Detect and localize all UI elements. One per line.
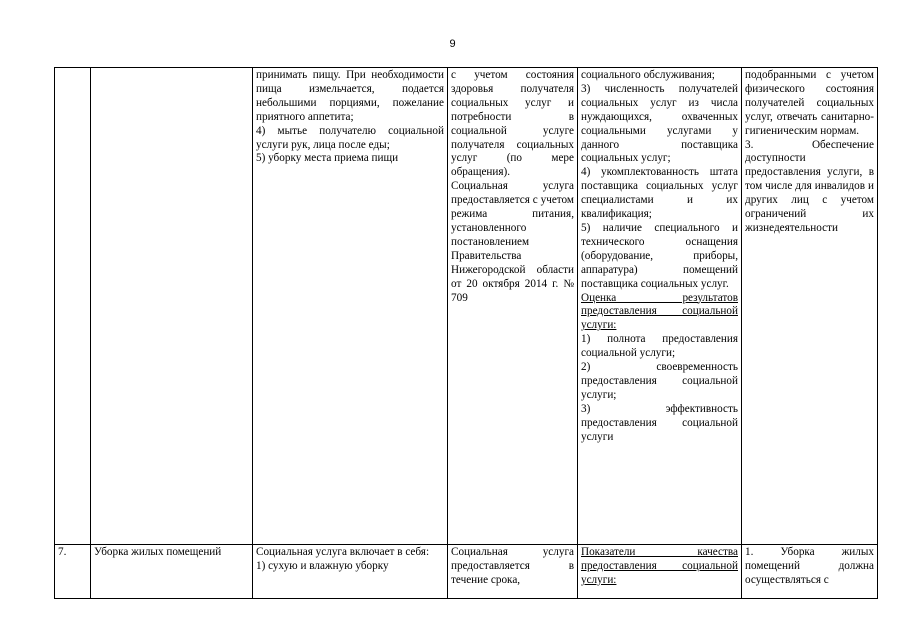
- cell-service-conditions: подобранными с учетом физического состояния получателей социальных услуг, отвечать санитарно-гигиеническим нормам. 3. Обеспечение доступности предоставления услуги, в том числе для инвалидов и других лиц с учетом ограничений их жизнедеятельности: [742, 68, 878, 545]
- services-table: [54, 67, 878, 599]
- quality-evaluation-text: 1) полнота предоставления социальной услуги; 2) своевременность предоставления социальной услуги; 3) эффективность предоставления социальной услуги: [581, 333, 738, 443]
- table-row: [55, 68, 878, 545]
- cell-number: 7.: [55, 545, 91, 599]
- quality-indicators-text: социального обслуживания; 3) численность получателей социальных услуг из числа нуждающихся, охваченных социальными услугами у данного поставщика социальных услуг; 4) укомплектованность штата поставщика социальных услуг специалистами и их квалификация; 5) наличие специального и технического оснащения (оборудование, приборы, аппаратура) помещений поставщика социальных услуг.: [581, 69, 738, 290]
- cell-service-description: Социальная услуга включает в себя: 1) сухую и влажную уборку: [253, 545, 448, 599]
- cell-number: [55, 68, 91, 545]
- cell-quality-indicators: [578, 545, 742, 599]
- quality-evaluation-heading: Оценка результатов предоставления социальной услуги:: [581, 291, 738, 332]
- cell-service-timing: Социальная услуга предоставляется в течение срока,: [448, 545, 578, 599]
- cell-quality-indicators: [578, 68, 742, 545]
- table-row: [55, 545, 878, 599]
- quality-indicators-heading: Показатели качества предоставления социальной услуги:: [581, 546, 738, 586]
- cell-service-timing: с учетом состояния здоровья получателя социальных услуг и потребности в социальной услуге получателя социальных услуг (по мере обращения). Социальная услуга предоставляется с учетом режима питания, установленного постановлением Правительства Нижегородской области от 20 октября 2014 г. № 709: [448, 68, 578, 545]
- cell-service-name: Уборка жилых помещений: [91, 545, 253, 599]
- cell-service-description: принимать пищу. При необходимости пища измельчается, подается небольшими порциями, пожелание приятного аппетита; 4) мытье получателю социальной услуги рук, лица после еды; 5) уборку места приема пищи: [253, 68, 448, 545]
- page-number: 9: [449, 38, 456, 50]
- cell-service-conditions: 1. Уборка жилых помещений должна осуществляться с: [742, 545, 878, 599]
- cell-service-name: [91, 68, 253, 545]
